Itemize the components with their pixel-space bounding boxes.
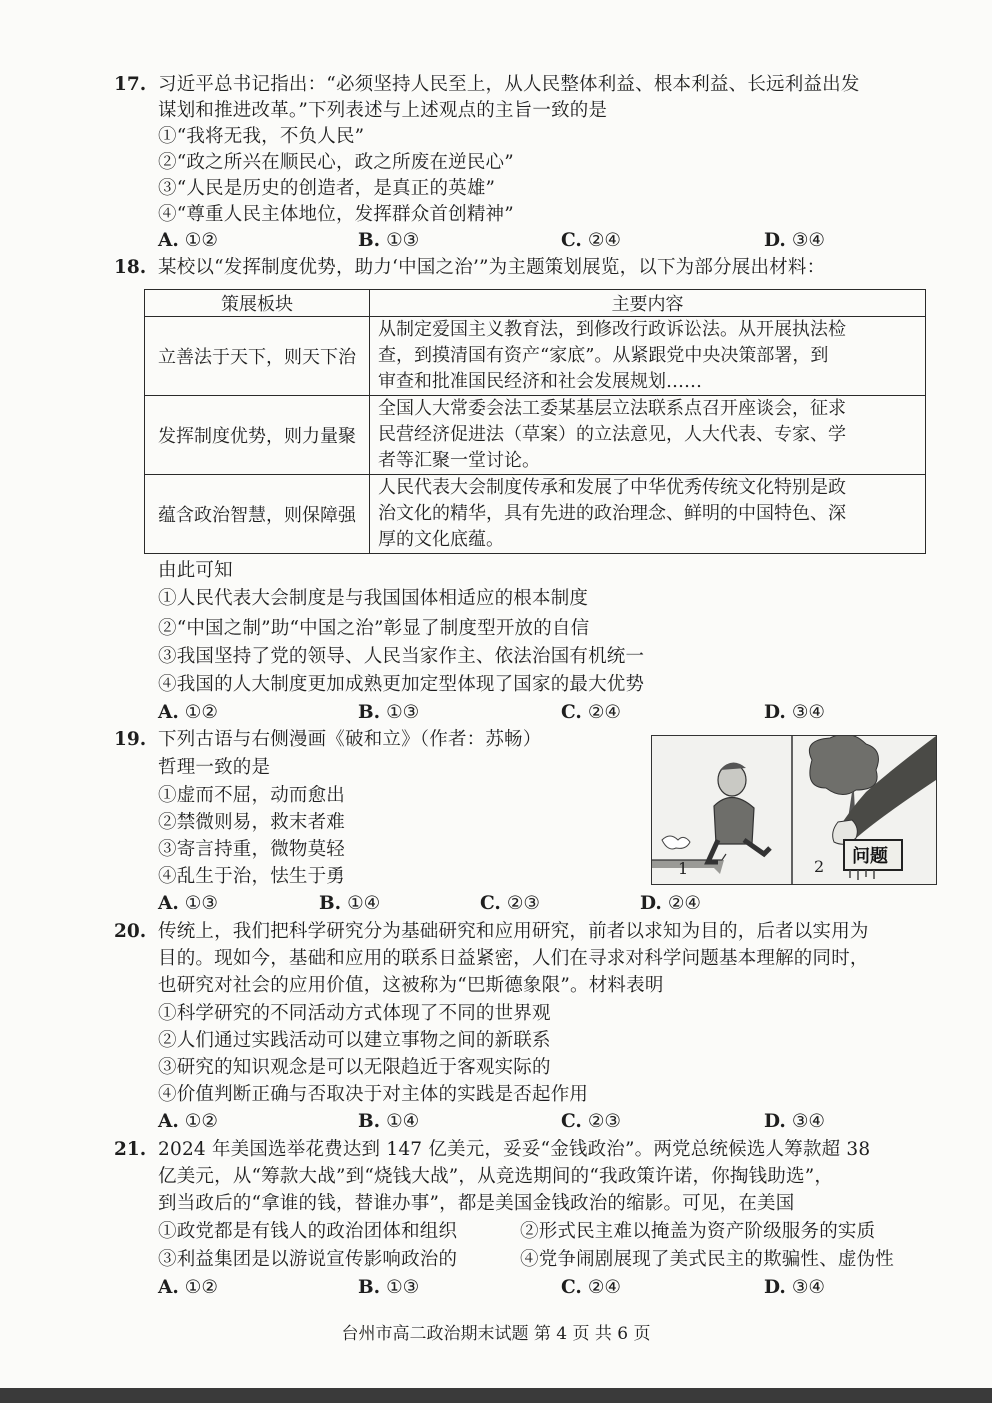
question-stem: 到当政后的“拿谁的钱，替谁办事”，都是美国金钱政治的缩影。可见，在美国 [158, 1193, 795, 1214]
question-stem: 习近平总书记指出：“必须坚持人民至上，从人民整体利益、根本利益、长远利益出发 [158, 74, 860, 95]
choice-d[interactable]: D. ③④ [764, 702, 825, 723]
choice-c[interactable]: C. ②③ [480, 893, 541, 914]
table-cell-section: 立善法于天下，则天下治 [145, 317, 370, 396]
choice-b[interactable]: B. ①③ [358, 702, 420, 723]
question-stem: 传统上，我们把科学研究分为基础研究和应用研究，前者以求知为目的，后者以实用为 [158, 921, 869, 942]
statement-2: ②“政之所兴在顺民心，政之所废在逆民心” [158, 152, 514, 173]
statement-4: ④党争闹剧展现了美式民主的欺骗性、虚伪性 [520, 1249, 895, 1270]
statement-3: ③利益集团是以游说宣传影响政治的 [158, 1249, 458, 1270]
choice-d[interactable]: D. ③④ [764, 1277, 825, 1298]
question-number: 19. [114, 729, 147, 750]
statement-1: ①政党都是有钱人的政治团体和组织 [158, 1221, 458, 1242]
statement-1: ①虚而不屈，动而愈出 [158, 785, 346, 806]
choice-c[interactable]: C. ②④ [561, 702, 622, 723]
table-cell-content: 人民代表大会制度传承和发展了中华优秀传统文化特别是政 治文化的精华，具有先进的政治理念、鲜明的中国特色、深 厚的文化底蕴。 [370, 475, 926, 554]
table-cell-section: 蕴含政治智慧，则保障强 [145, 475, 370, 554]
question-stem: 谋划和推进改革。”下列表述与上述观点的主旨一致的是 [158, 100, 608, 121]
question-number: 21. [114, 1139, 147, 1160]
table-row [145, 475, 926, 554]
statement-1: ①科学研究的不同活动方式体现了不同的世界观 [158, 1003, 551, 1024]
choice-d[interactable]: D. ③④ [764, 1111, 825, 1132]
table-header: 策展板块 [145, 290, 370, 317]
cartoon-panel-label: 1 [678, 859, 689, 878]
table-header: 主要内容 [370, 290, 926, 317]
table-cell-section: 发挥制度优势，则力量聚 [145, 396, 370, 475]
statement-2: ②禁微则易，救末者难 [158, 812, 346, 833]
question-stem: 哲理一致的是 [158, 757, 271, 778]
question-stem: 目的。现如今，基础和应用的联系日益紧密，人们在寻求对科学问题基本理解的同时， [158, 948, 869, 969]
question-number: 17. [114, 74, 147, 95]
choice-b[interactable]: B. ①④ [319, 893, 381, 914]
scan-edge-divider [0, 1388, 992, 1403]
statement-4: ④我国的人大制度更加成熟更加定型体现了国家的最大优势 [158, 674, 645, 695]
choice-a[interactable]: A. ①② [158, 702, 218, 723]
question-stem: 某校以“发挥制度优势，助力‘中国之治’”为主题策划展览，以下为部分展出材料： [158, 257, 826, 278]
question-stem: 也研究对社会的应用价值，这被称为“巴斯德象限”。材料表明 [158, 975, 664, 996]
statement-2: ②“中国之制”助“中国之治”彰显了制度型开放的自信 [158, 618, 590, 639]
statement-3: ③我国坚持了党的领导、人民当家作主、依法治国有机统一 [158, 646, 645, 667]
choice-b[interactable]: B. ①③ [358, 1277, 420, 1298]
choice-c[interactable]: C. ②③ [561, 1111, 622, 1132]
choice-b[interactable]: B. ①④ [358, 1111, 420, 1132]
question-stem: 下列古语与右侧漫画《破和立》（作者：苏畅） [158, 729, 542, 750]
statement-1: ①“我将无我，不负人民” [158, 126, 365, 147]
cartoon-sign-text: 问题 [852, 846, 888, 867]
choice-b[interactable]: B. ①③ [358, 230, 420, 251]
question-number: 20. [114, 921, 147, 942]
choice-a[interactable]: A. ①③ [158, 893, 218, 914]
table-row [145, 396, 926, 475]
page-footer: 台州市高二政治期末试题 第 4 页 共 6 页 [341, 1324, 651, 1344]
cartoon-drawing [652, 736, 936, 884]
lead-text: 由此可知 [158, 560, 233, 581]
statement-4: ④价值判断正确与否取决于对主体的实践是否起作用 [158, 1084, 589, 1105]
question-stem: 2024 年美国选举花费达到 147 亿美元，妥妥“金钱政治”。两党总统候选人筹款超 38 [158, 1139, 871, 1160]
statement-1: ①人民代表大会制度是与我国国体相适应的根本制度 [158, 588, 589, 609]
table-row [145, 317, 926, 396]
statement-4: ④乱生于治，怯生于勇 [158, 866, 346, 887]
choice-d[interactable]: D. ②④ [640, 893, 701, 914]
choice-c[interactable]: C. ②④ [561, 230, 622, 251]
choice-a[interactable]: A. ①② [158, 1111, 218, 1132]
cartoon-panel-label: 2 [814, 857, 825, 876]
choice-a[interactable]: A. ①② [158, 1277, 218, 1298]
statement-2: ②形式民主难以掩盖为资产阶级服务的实质 [520, 1221, 876, 1242]
choice-a[interactable]: A. ①② [158, 230, 218, 251]
statement-3: ③寄言持重，微物莫轻 [158, 839, 346, 860]
statement-4: ④“尊重人民主体地位，发挥群众首创精神” [158, 204, 514, 225]
question-stem: 亿美元，从“筹款大战”到“烧钱大战”，从竞选期间的“我政策许诺，你掏钱助选”， [158, 1166, 834, 1187]
statement-3: ③“人民是历史的创造者，是真正的英雄” [158, 178, 496, 199]
choice-c[interactable]: C. ②④ [561, 1277, 622, 1298]
cartoon-image [651, 735, 937, 885]
table-cell-content: 全国人大常委会法工委某基层立法联系点召开座谈会，征求 民营经济促进法（草案）的立法意见，人大代表、专家、学 者等汇聚一堂讨论。 [370, 396, 926, 475]
exhibit-table [144, 289, 926, 554]
question-number: 18. [114, 257, 147, 278]
statement-2: ②人们通过实践活动可以建立事物之间的新联系 [158, 1030, 551, 1051]
table-cell-content: 从制定爱国主义教育法，到修改行政诉讼法。从开展执法检 查，到摸清国有资产“家底”。从紧跟党中央决策部署，到 审查和批准国民经济和社会发展规划…… [370, 317, 926, 396]
statement-3: ③研究的知识观念是可以无限趋近于客观实际的 [158, 1057, 551, 1078]
choice-d[interactable]: D. ③④ [764, 230, 825, 251]
